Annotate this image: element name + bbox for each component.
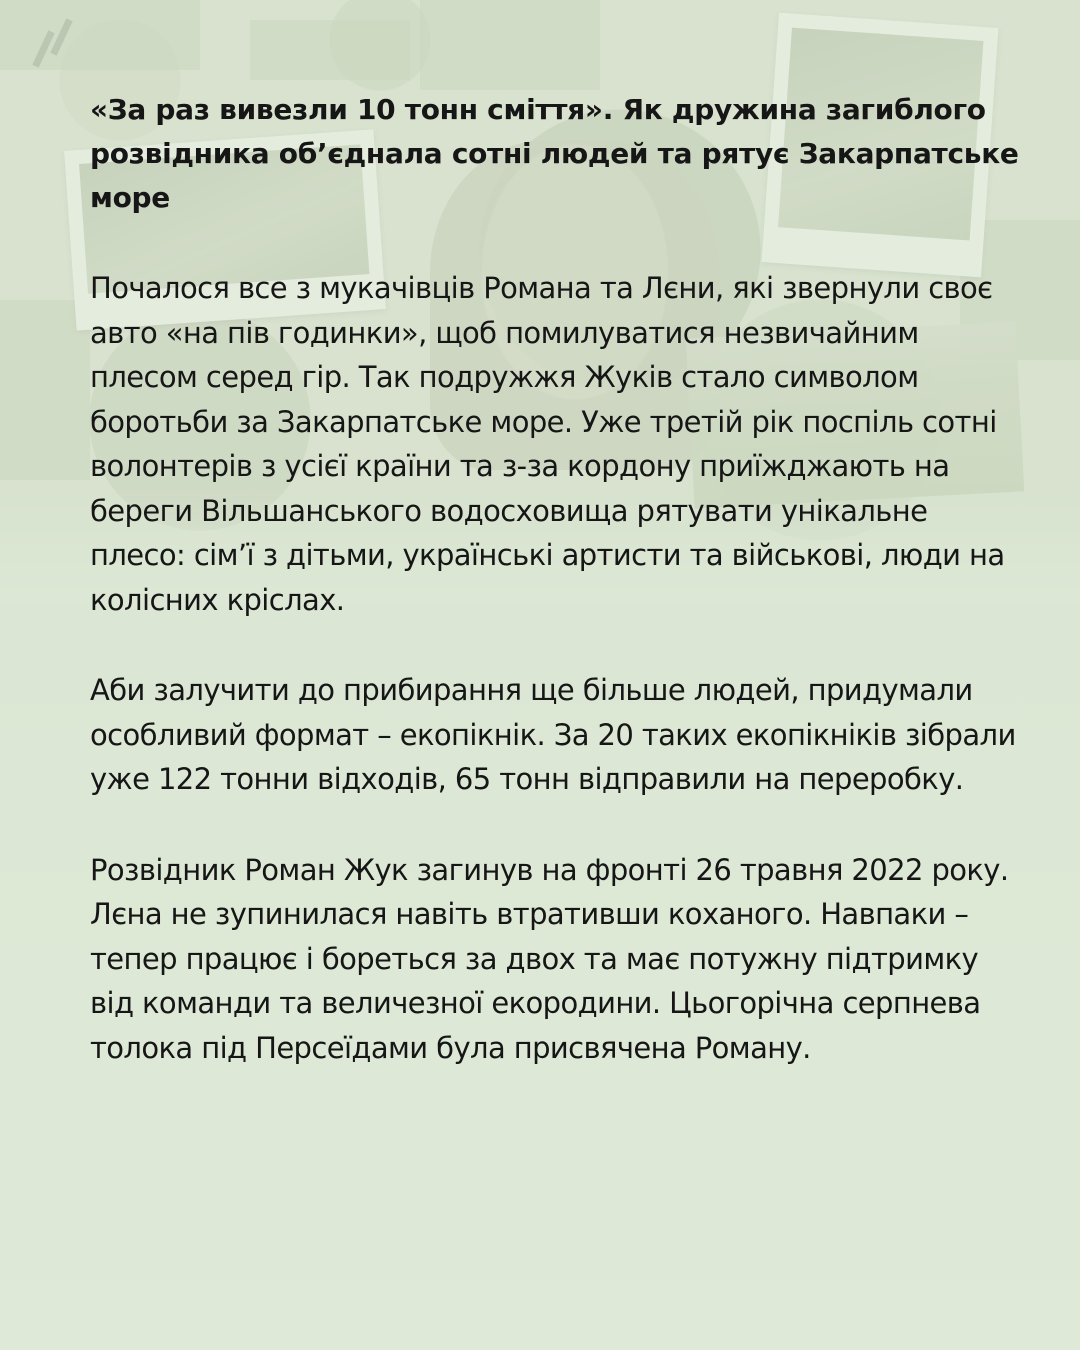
article-title: «За раз вивезли 10 тонн сміття». Як дружина загиблого розвідника об’єднала сотні людей та рятує Закарпатське море [90, 93, 1019, 214]
article-body [90, 88, 1020, 1070]
article-paragraph-3: Розвідник Роман Жук загинув на фронті 26 травня 2022 року. Лєна не зупинилася навіть втративши коханого. Навпаки – тепер працює і бореться за двох та має потужну підтримку від команди та величезної екородини. Цьогорічна серпнева толока під Персеїдами була присвячена Роману. [90, 852, 1009, 1065]
article-paragraph-2: Аби залучити до прибирання ще більше людей, придумали особливий формат – екопікнік. За 20 таких екопікніків зібрали уже 122 тонни відходів, 65 тонн відправили на переробку. [90, 673, 1016, 796]
article-paragraph-1: Почалося все з мукачівців Романа та Лєни, які звернули своє авто «на пів годинки», щоб помилуватися незвичайним плесом серед гір. Так подружжя Жуків стало символом боротьби за Закарпатське море. Уже третій рік поспіль сотні волонтерів з усієї країни та з-за кордону приїжджають на береги Вільшанського водосховища рятувати унікальне плесо: сім’ї з дітьми, українські артисти та військові, люди на колісних кріслах. [90, 271, 1005, 617]
